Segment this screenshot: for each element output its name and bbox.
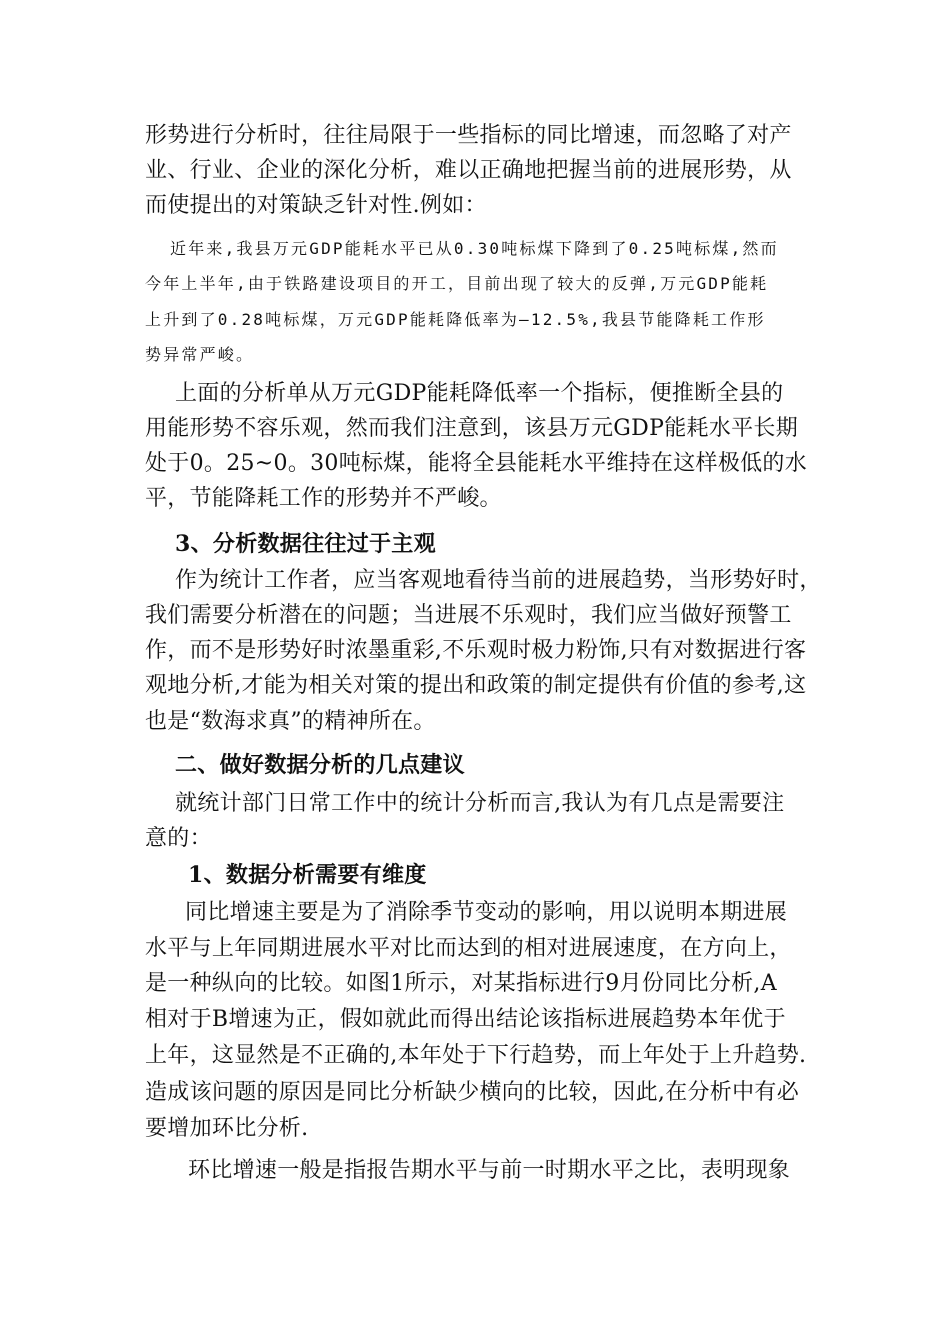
text-line: 相对于B增速为正，假如就此而得出结论该指标进展趋势本年优于	[145, 1007, 786, 1032]
text-line: 作，而不是形势好时浓墨重彩,不乐观时极力粉饰,只有对数据进行客	[145, 638, 807, 663]
quote-line: 近年来,我县万元GDP能耗水平已从0.30吨标煤下降到了0.25吨标煤,然而	[170, 239, 779, 258]
text-line: 平，节能降耗工作的形势并不严峻。	[145, 486, 502, 511]
text-line: 造成该问题的原因是同比分析缺少横向的比较，因此,在分析中有必	[145, 1080, 799, 1105]
quote-line: 今年上半年,由于铁路建设项目的开工，目前出现了较大的反弹,万元GDP能耗	[145, 274, 769, 293]
heading-data-dimension: 1、数据分析需要有维度	[188, 862, 427, 888]
text-line: 就统计部门日常工作中的统计分析而言,我认为有几点是需要注	[175, 791, 785, 816]
text-line: 业、行业、企业的深化分析，难以正确地把握当前的进展形势，从	[145, 158, 792, 183]
text-line: 环比增速一般是指报告期水平与前一时期水平之比，表明现象	[188, 1158, 791, 1183]
text-line: 水平与上年同期进展水平对比而达到的相对进展速度，在方向上，	[145, 936, 792, 961]
quote-line: 上升到了0.28吨标煤，万元GDP能耗降低率为—12.5%,我县节能降耗工作形	[145, 310, 766, 329]
text-line: 处于0。25~0。30吨标煤，能将全县能耗水平维持在这样极低的水	[145, 451, 808, 476]
text-line: 要增加环比分析.	[145, 1116, 309, 1141]
text-line: 上年，这显然是不正确的,本年处于下行趋势，而上年处于上升趋势.	[145, 1043, 807, 1068]
section-heading: 二、做好数据分析的几点建议	[175, 752, 465, 778]
heading-analysis-subjective: 3、分析数据往往过于主观	[175, 531, 436, 557]
text-line: 作为统计工作者，应当客观地看待当前的进展趋势，当形势好时，	[175, 568, 822, 593]
text-line: 是一种纵向的比较。如图1所示，对某指标进行9月份同比分析,A	[145, 971, 777, 996]
text-line: 同比增速主要是为了消除季节变动的影响，用以说明本期进展	[185, 900, 788, 925]
text-line: 意的：	[145, 826, 212, 851]
text-line: 上面的分析单从万元GDP能耗降低率一个指标，便推断全县的	[175, 381, 784, 406]
text-line: 观地分析,才能为相关对策的提出和政策的制定提供有价值的参考,这	[145, 673, 807, 698]
text-line: 用能形势不容乐观，然而我们注意到，该县万元GDP能耗水平长期	[145, 416, 799, 441]
text-line: 我们需要分析潜在的问题；当进展不乐观时，我们应当做好预警工	[145, 603, 792, 628]
text-line: 而使提出的对策缺乏针对性.例如：	[145, 193, 487, 218]
text-line: 形势进行分析时，往往局限于一些指标的同比增速，而忽略了对产	[145, 123, 792, 148]
text-line: 也是“数海求真”的精神所在。	[145, 709, 436, 734]
quote-line: 势异常严峻。	[145, 345, 255, 364]
